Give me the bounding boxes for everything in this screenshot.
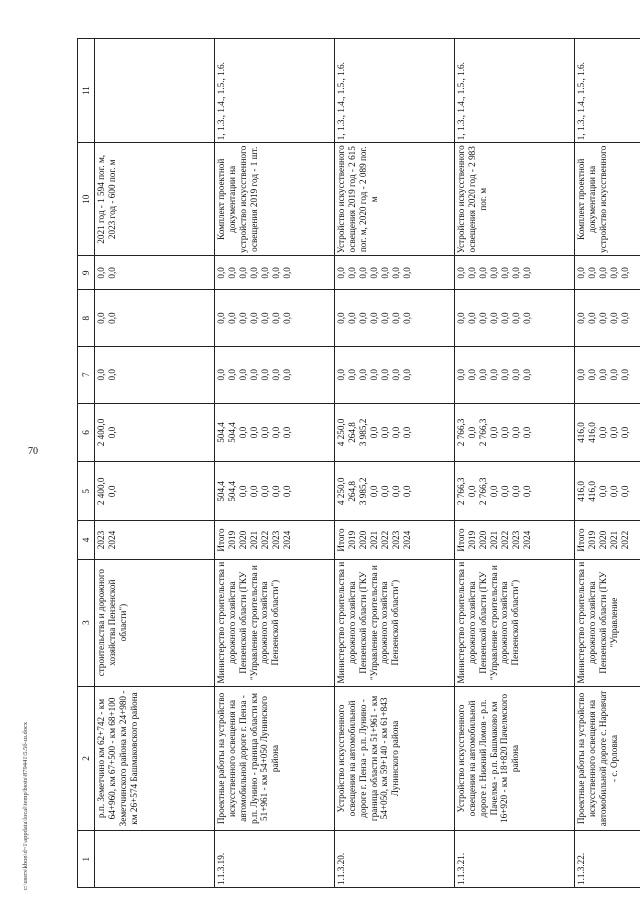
year-cell: 2021 xyxy=(489,530,499,550)
row-name xyxy=(95,686,215,831)
column-number-5: 5 xyxy=(78,462,95,521)
row-result-text: Комплект проектной документации на устройство искусственного освещения 2019 год - 1 шт. xyxy=(216,145,259,253)
value-cell: 0,0 xyxy=(227,312,237,324)
value-cell: 0,0 xyxy=(609,312,619,324)
row-executor xyxy=(95,559,215,686)
row-result xyxy=(455,143,575,256)
value-cell: 0,0 xyxy=(402,426,412,439)
value-cell: 0,0 xyxy=(271,267,281,279)
value-cell: 504,4 xyxy=(216,422,226,443)
value-cell: 0,0 xyxy=(282,312,292,324)
value-cell: 0,0 xyxy=(216,267,226,279)
value-cell: 0,0 xyxy=(620,312,630,324)
value-cell: 416,0 xyxy=(576,422,586,443)
value-cell: 0,0 xyxy=(489,267,499,279)
row-executor-text: Министерство строительства и дорожного хозяйства Пензенской области (ГКУ "Управление строительства и дорожного хозяйства Пензенской области") xyxy=(456,561,521,684)
value-cell: 0,0 xyxy=(402,485,412,498)
column-number-2: 2 xyxy=(78,686,95,831)
value-cell: 0,0 xyxy=(238,267,248,279)
value-cell: 3 985,2 xyxy=(358,477,368,506)
value-cell: 0,0 xyxy=(271,312,281,324)
column-number-7: 7 xyxy=(78,346,95,403)
value-cell: 0,0 xyxy=(522,369,532,381)
value-cell: 0,0 xyxy=(369,485,379,498)
year-cell: 2021 xyxy=(609,530,619,550)
row-name-text: р.п. Земетчино км 62+742 - км 64+960, км 67+500 - км 68+100 Земетчинского района км 24+980 - км 26+574 Башмаковского района xyxy=(96,690,139,827)
row-c9 xyxy=(95,256,215,290)
value-cell: 3 985,2 xyxy=(358,418,368,447)
row-result xyxy=(575,143,640,256)
value-cell: 0,0 xyxy=(391,312,401,324)
year-cell: 2024 xyxy=(402,530,412,550)
value-cell: 0,0 xyxy=(620,485,630,498)
value-cell: 0,0 xyxy=(260,426,270,439)
value-cell: 0,0 xyxy=(478,267,488,279)
year-cell: 2019 xyxy=(227,530,237,550)
value-cell: 504,4 xyxy=(227,422,237,443)
value-cell: 0,0 xyxy=(238,312,248,324)
row-name-text: Проектные работы на устройство искусственного освещения на автомобильной дороге г. Пенза - р.п. Лунино - граница области км 51+961 - км 54+050 Лунинского района xyxy=(216,692,281,825)
row-c8 xyxy=(215,290,335,347)
year-cell: 2021 xyxy=(369,530,379,550)
year-cell: 2022 xyxy=(380,530,390,550)
row-name xyxy=(215,686,335,831)
year-cell: 2022 xyxy=(620,530,630,550)
value-cell: 0,0 xyxy=(620,369,630,381)
row-c9 xyxy=(455,256,575,290)
value-cell: 416,0 xyxy=(576,480,586,502)
column-number-9: 9 xyxy=(78,256,95,290)
row-executor-text: строительства и дорожного хозяйства Пензенской области") xyxy=(96,568,128,677)
value-cell: 0,0 xyxy=(511,369,521,381)
row-c6 xyxy=(455,403,575,462)
value-cell: 0,0 xyxy=(522,312,532,324)
year-cell: 2023 xyxy=(96,530,106,550)
value-cell: 0,0 xyxy=(380,369,390,381)
row-years xyxy=(575,521,640,559)
page-number: 70 xyxy=(28,446,38,457)
value-cell: 0,0 xyxy=(249,369,259,381)
column-number-11: 11 xyxy=(78,39,95,143)
row-tasks: 1, 1.3., 1.4., 1.5., 1.6. xyxy=(335,39,455,143)
value-cell: 0,0 xyxy=(478,312,488,324)
value-cell: 0,0 xyxy=(391,267,401,279)
year-cell: 2020 xyxy=(598,530,608,550)
value-cell: 0,0 xyxy=(380,485,390,498)
row-executor xyxy=(215,559,335,686)
value-cell: 0,0 xyxy=(107,267,117,279)
value-cell: 0,0 xyxy=(402,369,412,381)
value-cell: 0,0 xyxy=(500,267,510,279)
value-cell: 0,0 xyxy=(598,426,608,439)
row-result-text: Комплект проектной документации на устройство искусственного xyxy=(576,145,608,253)
value-cell: 0,0 xyxy=(522,485,532,498)
value-cell: 0,0 xyxy=(249,312,259,324)
value-cell: 0,0 xyxy=(598,485,608,498)
year-cell: Итого xyxy=(576,528,586,552)
footer-file-path: c:\users\kbon\d~1\appdata\local\temp\bssts\879441\5.5б-ш.docx xyxy=(22,721,29,890)
column-number-1: 1 xyxy=(78,831,95,888)
row-executor xyxy=(335,559,455,686)
row-c5 xyxy=(335,462,455,521)
row-executor-text: Министерство строительства и дорожного хозяйства Пензенской области (ГКУ "Управление xyxy=(576,561,619,684)
value-cell: 0,0 xyxy=(336,267,346,279)
row-tasks xyxy=(95,39,215,143)
value-cell: 0,0 xyxy=(238,369,248,381)
value-cell: 0,0 xyxy=(358,267,368,279)
row-c7 xyxy=(335,346,455,403)
value-cell: 0,0 xyxy=(467,426,477,439)
row-result xyxy=(335,143,455,256)
row-name xyxy=(335,686,455,831)
row-executor-text: Министерство строительства и дорожного хозяйства Пензенской области (ГКУ "Управление строительства и дорожного хозяйства Пензенской области") xyxy=(336,561,401,684)
value-cell: 2 766,3 xyxy=(478,477,488,506)
value-cell: 0,0 xyxy=(107,426,117,439)
row-executor xyxy=(455,559,575,686)
value-cell: 0,0 xyxy=(260,267,270,279)
row-c6 xyxy=(215,403,335,462)
value-cell: 0,0 xyxy=(467,312,477,324)
year-cell: 2021 xyxy=(249,530,259,550)
row-name xyxy=(575,686,640,831)
row-c7 xyxy=(215,346,335,403)
value-cell: 0,0 xyxy=(609,426,619,439)
value-cell: 0,0 xyxy=(511,312,521,324)
value-cell: 0,0 xyxy=(522,426,532,439)
value-cell: 0,0 xyxy=(227,369,237,381)
value-cell: 0,0 xyxy=(391,426,401,439)
row-result-text: Устройство искусственного освещения 2020 год - 2 983 пог. м xyxy=(456,145,488,254)
row-id: 1.1.3.19. xyxy=(215,831,335,888)
value-cell: 0,0 xyxy=(467,485,477,498)
row-c6 xyxy=(335,403,455,462)
program-table xyxy=(77,38,640,888)
value-cell: 0,0 xyxy=(96,267,106,279)
row-result-text: Устройство искусственного освещения 2019 год - 2 615 пог. м, 2020 год - 2 089 пог. м xyxy=(336,145,379,254)
value-cell: 0,0 xyxy=(609,485,619,498)
value-cell: 0,0 xyxy=(358,369,368,381)
value-cell: 0,0 xyxy=(380,312,390,324)
value-cell: 0,0 xyxy=(456,267,466,279)
row-executor-text: Министерство строительства и дорожного хозяйства Пензенской области (ГКУ "Управление строительства и дорожного хозяйства Пензенской области") xyxy=(216,561,281,684)
value-cell: 0,0 xyxy=(576,267,586,279)
row-c8 xyxy=(95,290,215,347)
row-tasks: 1, 1.3., 1.4., 1.5., 1.6. xyxy=(455,39,575,143)
value-cell: 0,0 xyxy=(402,267,412,279)
column-number-6: 6 xyxy=(78,403,95,462)
value-cell: 0,0 xyxy=(467,267,477,279)
row-c5 xyxy=(455,462,575,521)
row-result xyxy=(95,143,215,256)
column-number-4: 4 xyxy=(78,521,95,559)
row-id: 1.1.3.21. xyxy=(455,831,575,888)
value-cell: 0,0 xyxy=(347,267,357,279)
value-cell: 0,0 xyxy=(489,369,499,381)
value-cell: 0,0 xyxy=(249,267,259,279)
value-cell: 0,0 xyxy=(402,312,412,324)
year-cell: 2020 xyxy=(358,530,368,550)
row-c7 xyxy=(575,346,640,403)
value-cell: 0,0 xyxy=(391,485,401,498)
row-years xyxy=(335,521,455,559)
row-name xyxy=(455,686,575,831)
value-cell: 416,0 xyxy=(587,480,597,502)
column-number-row xyxy=(78,39,95,888)
year-cell: 2024 xyxy=(522,530,532,550)
value-cell: 0,0 xyxy=(380,267,390,279)
year-cell: Итого xyxy=(216,528,226,552)
year-cell: Итого xyxy=(456,528,466,552)
value-cell: 0,0 xyxy=(369,426,379,439)
value-cell: 0,0 xyxy=(271,369,281,381)
value-cell: 0,0 xyxy=(391,369,401,381)
row-c6 xyxy=(95,403,215,462)
value-cell: 0,0 xyxy=(249,426,259,439)
row-result xyxy=(215,143,335,256)
value-cell: 264,8 xyxy=(347,480,357,502)
value-cell: 0,0 xyxy=(511,426,521,439)
row-c9 xyxy=(575,256,640,290)
value-cell: 0,0 xyxy=(598,312,608,324)
value-cell: 0,0 xyxy=(260,369,270,381)
year-cell: 2024 xyxy=(107,530,117,550)
value-cell: 0,0 xyxy=(260,312,270,324)
value-cell: 0,0 xyxy=(96,312,106,324)
value-cell: 0,0 xyxy=(238,426,248,439)
value-cell: 0,0 xyxy=(500,426,510,439)
value-cell: 0,0 xyxy=(478,369,488,381)
value-cell: 0,0 xyxy=(336,369,346,381)
year-cell: 2020 xyxy=(238,530,248,550)
value-cell: 0,0 xyxy=(598,369,608,381)
row-c7 xyxy=(455,346,575,403)
year-cell: 2019 xyxy=(347,530,357,550)
row-tasks: 1, 1.3., 1.4., 1.5., 1.6. xyxy=(215,39,335,143)
row-years xyxy=(95,521,215,559)
row-c6 xyxy=(575,403,640,462)
value-cell: 416,0 xyxy=(587,422,597,443)
value-cell: 0,0 xyxy=(620,426,630,439)
value-cell: 4 250,0 xyxy=(336,477,346,506)
value-cell: 0,0 xyxy=(467,369,477,381)
value-cell: 504,4 xyxy=(216,480,226,502)
value-cell: 0,0 xyxy=(456,312,466,324)
row-id: 1.1.3.22. xyxy=(575,831,640,888)
value-cell: 0,0 xyxy=(620,267,630,279)
row-c5 xyxy=(575,462,640,521)
value-cell: 0,0 xyxy=(347,369,357,381)
value-cell: 0,0 xyxy=(249,485,259,498)
value-cell: 0,0 xyxy=(500,312,510,324)
row-name-text: Проектные работы на устройство искусственного освещения на автомобильной дороге с. Наровчат - с. Орловка xyxy=(576,690,619,827)
year-cell: 2023 xyxy=(271,530,281,550)
column-number-8: 8 xyxy=(78,290,95,347)
row-id xyxy=(95,831,215,888)
value-cell: 0,0 xyxy=(282,267,292,279)
value-cell: 0,0 xyxy=(576,312,586,324)
value-cell: 0,0 xyxy=(511,485,521,498)
row-executor xyxy=(575,559,640,686)
value-cell: 0,0 xyxy=(107,312,117,324)
value-cell: 0,0 xyxy=(282,369,292,381)
value-cell: 0,0 xyxy=(500,369,510,381)
row-name-text: Устройство искусственного освещения на автомобильной дороге г. Нижний Ломов - р.п. Пачелма - р.п. Башмаково км 16+920 - км 18+820 Пачелмского района xyxy=(456,693,521,823)
row-id: 1.1.3.20. xyxy=(335,831,455,888)
row-c9 xyxy=(215,256,335,290)
value-cell: 0,0 xyxy=(489,485,499,498)
table-row xyxy=(575,39,640,888)
value-cell: 0,0 xyxy=(271,485,281,498)
row-tasks: 1, 1.3., 1.4., 1.5., 1.6. xyxy=(575,39,640,143)
year-cell: 2020 xyxy=(478,530,488,550)
row-result-text: 2021 год - 1 594 пог. м, 2023 год - 600 пог. м xyxy=(96,154,117,244)
row-name-text: Устройство искусственного освещения на автомобильной дороге г. Пенза - р.п. Лунино - граница области км 51+961 - км 54+050, км 59+140 - км 61+843 Лунинского района xyxy=(336,695,401,822)
row-c5 xyxy=(95,462,215,521)
value-cell: 0,0 xyxy=(369,267,379,279)
table-row xyxy=(455,39,575,888)
value-cell: 0,0 xyxy=(500,485,510,498)
value-cell: 0,0 xyxy=(369,369,379,381)
value-cell: 0,0 xyxy=(271,426,281,439)
value-cell: 0,0 xyxy=(511,267,521,279)
column-number-3: 3 xyxy=(78,559,95,686)
value-cell: 0,0 xyxy=(609,267,619,279)
row-years xyxy=(455,521,575,559)
year-cell: 2019 xyxy=(467,530,477,550)
year-cell: 2023 xyxy=(511,530,521,550)
value-cell: 0,0 xyxy=(380,426,390,439)
row-c5 xyxy=(215,462,335,521)
row-c8 xyxy=(335,290,455,347)
value-cell: 2 766,3 xyxy=(456,477,466,506)
table-row xyxy=(215,39,335,888)
value-cell: 0,0 xyxy=(576,369,586,381)
value-cell: 0,0 xyxy=(260,485,270,498)
value-cell: 0,0 xyxy=(489,312,499,324)
value-cell: 0,0 xyxy=(107,485,117,498)
year-cell: Итого xyxy=(336,528,346,552)
row-c8 xyxy=(455,290,575,347)
row-c8 xyxy=(575,290,640,347)
value-cell: 0,0 xyxy=(587,312,597,324)
value-cell: 0,0 xyxy=(358,312,368,324)
value-cell: 4 250,0 xyxy=(336,418,346,447)
value-cell: 0,0 xyxy=(369,312,379,324)
value-cell: 504,4 xyxy=(227,480,237,502)
value-cell: 0,0 xyxy=(347,312,357,324)
column-number-10: 10 xyxy=(78,143,95,256)
value-cell: 0,0 xyxy=(238,485,248,498)
value-cell: 0,0 xyxy=(598,267,608,279)
value-cell: 0,0 xyxy=(489,426,499,439)
value-cell: 0,0 xyxy=(96,369,106,381)
value-cell: 0,0 xyxy=(456,369,466,381)
value-cell: 264,8 xyxy=(347,422,357,443)
table-row xyxy=(95,39,215,888)
value-cell: 2 766,3 xyxy=(456,418,466,447)
value-cell: 0,0 xyxy=(282,485,292,498)
value-cell: 0,0 xyxy=(609,369,619,381)
year-cell: 2019 xyxy=(587,530,597,550)
value-cell: 0,0 xyxy=(282,426,292,439)
row-years xyxy=(215,521,335,559)
value-cell: 0,0 xyxy=(587,369,597,381)
value-cell: 0,0 xyxy=(336,312,346,324)
year-cell: 2022 xyxy=(500,530,510,550)
value-cell: 0,0 xyxy=(216,369,226,381)
value-cell: 0,0 xyxy=(522,267,532,279)
row-c7 xyxy=(95,346,215,403)
value-cell: 2 400,0 xyxy=(96,418,106,447)
year-cell: 2023 xyxy=(391,530,401,550)
value-cell: 0,0 xyxy=(216,312,226,324)
year-cell: 2022 xyxy=(260,530,270,550)
value-cell: 0,0 xyxy=(587,267,597,279)
value-cell: 0,0 xyxy=(107,369,117,381)
row-c9 xyxy=(335,256,455,290)
value-cell: 2 400,0 xyxy=(96,477,106,506)
table-row xyxy=(335,39,455,888)
value-cell: 0,0 xyxy=(227,267,237,279)
value-cell: 2 766,3 xyxy=(478,418,488,447)
year-cell: 2024 xyxy=(282,530,292,550)
